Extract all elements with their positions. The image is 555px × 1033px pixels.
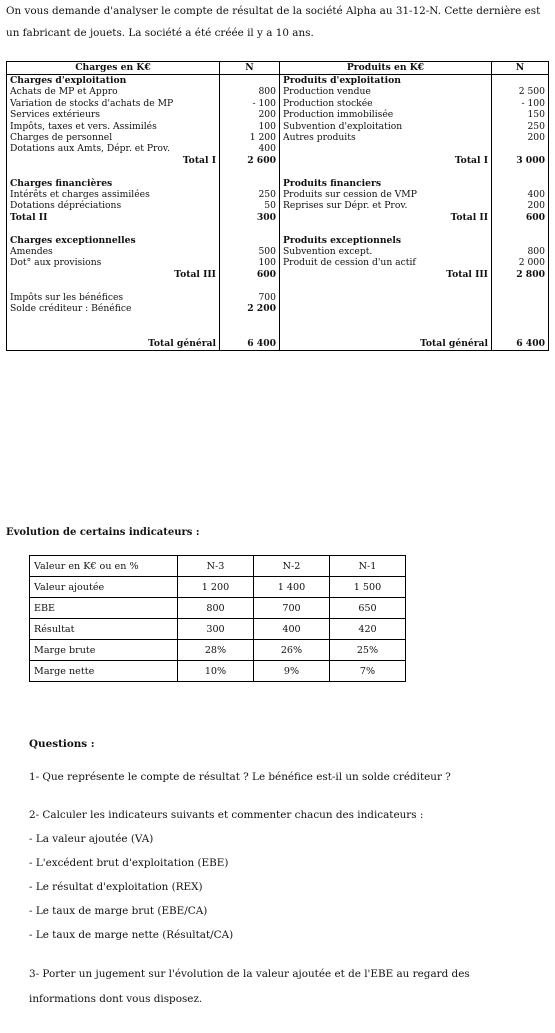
indicator-value: 300 — [178, 619, 254, 640]
indicators-row — [30, 619, 406, 640]
question-2-item: - La valeur ajoutée (VA) — [29, 833, 154, 845]
produit-value: 800 — [492, 246, 549, 257]
charge-value: 200 — [220, 109, 280, 120]
charge-label: Total général — [7, 336, 220, 351]
compte-row — [7, 212, 549, 223]
charge-value: 300 — [220, 212, 280, 223]
charge-value — [220, 75, 280, 87]
produit-label: Autres produits — [280, 132, 492, 143]
produit-value: 2 000 — [492, 257, 549, 268]
charge-label: Total III — [7, 269, 220, 280]
indicators-table — [29, 555, 406, 682]
charge-label: Solde créditeur : Bénéfice — [7, 303, 220, 314]
indicator-value: 800 — [178, 598, 254, 619]
produit-value: 6 400 — [492, 336, 549, 351]
charge-value — [220, 223, 280, 234]
charge-label: Charges financières — [7, 178, 220, 189]
compte-row — [7, 246, 549, 257]
produit-label: Produits financiers — [280, 178, 492, 189]
charge-label: Impôts, taxes et vers. Assimilés — [7, 121, 220, 132]
produit-label: Produit de cession d'un actif — [280, 257, 492, 268]
produit-label — [280, 223, 492, 234]
charge-label: Services extérieurs — [7, 109, 220, 120]
charge-value: 100 — [220, 257, 280, 268]
charge-value: 500 — [220, 246, 280, 257]
charge-label — [7, 280, 220, 291]
header-produits-n: N — [492, 62, 549, 75]
compte-row — [7, 223, 549, 234]
compte-row — [7, 292, 549, 303]
intro-paragraph: On vous demande d'analyser le compte de résultat de la société Alpha au 31-12-N. Cette dernière est un fabricant de jouets. La société a été créée il y a 10 ans. — [6, 5, 541, 39]
header-produits: Produits en K€ — [280, 62, 492, 75]
produit-value: - 100 — [492, 98, 549, 109]
charge-value: 400 — [220, 143, 280, 154]
indicators-row — [30, 598, 406, 619]
question-2-item: - Le taux de marge nette (Résultat/CA) — [29, 929, 234, 941]
charge-value: 800 — [220, 86, 280, 97]
produit-label: Subvention except. — [280, 246, 492, 257]
compte-header-row — [7, 62, 549, 75]
charge-label: Dot° aux provisions — [7, 257, 220, 268]
charge-value: 600 — [220, 269, 280, 280]
produit-value: 250 — [492, 121, 549, 132]
compte-row — [7, 109, 549, 120]
compte-row — [7, 189, 549, 200]
produit-label — [280, 166, 492, 177]
compte-row — [7, 132, 549, 143]
question-2-item: - Le taux de marge brut (EBE/CA) — [29, 905, 208, 917]
charge-label: Amendes — [7, 246, 220, 257]
charge-value — [220, 314, 280, 336]
indicator-value: 400 — [254, 619, 330, 640]
charge-label — [7, 314, 220, 336]
compte-row — [7, 314, 549, 336]
compte-row — [7, 269, 549, 280]
charge-value: 250 — [220, 189, 280, 200]
charge-value — [220, 166, 280, 177]
charge-value: 50 — [220, 200, 280, 211]
produit-label: Produits sur cession de VMP — [280, 189, 492, 200]
question-2-item: - L'excédent brut d'exploitation (EBE) — [29, 857, 229, 869]
produit-value: 150 — [492, 109, 549, 120]
compte-row — [7, 75, 549, 87]
charge-value: 700 — [220, 292, 280, 303]
compte-row — [7, 86, 549, 97]
charge-value: 2 600 — [220, 155, 280, 166]
charge-label: Total I — [7, 155, 220, 166]
produit-label: Total III — [280, 269, 492, 280]
indicator-value: 26% — [254, 640, 330, 661]
produit-value: 600 — [492, 212, 549, 223]
produit-label: Subvention d'exploitation — [280, 121, 492, 132]
compte-row — [7, 166, 549, 177]
compte-row — [7, 200, 549, 211]
charge-label: Charges de personnel — [7, 132, 220, 143]
produit-value — [492, 303, 549, 314]
question-3-line-1: 3- Porter un jugement sur l'évolution de la valeur ajoutée et de l'EBE au regard des — [29, 968, 470, 980]
compte-row — [7, 155, 549, 166]
compte-row — [7, 303, 549, 314]
indicator-value: 28% — [178, 640, 254, 661]
questions-title: Questions : — [29, 738, 95, 750]
produit-value — [492, 75, 549, 87]
indicator-value: 700 — [254, 598, 330, 619]
indicators-row — [30, 640, 406, 661]
produit-label: Production immobilisée — [280, 109, 492, 120]
indicator-value: 7% — [330, 661, 406, 682]
charge-value: 100 — [220, 121, 280, 132]
question-2-item: - Le résultat d'exploitation (REX) — [29, 881, 203, 893]
question-2: 2- Calculer les indicateurs suivants et commenter chacun des indicateurs : — [29, 809, 424, 821]
produit-value: 400 — [492, 189, 549, 200]
produit-value — [492, 223, 549, 234]
charge-label: Impôts sur les bénéfices — [7, 292, 220, 303]
charge-label — [7, 223, 220, 234]
produit-label: Produits d'exploitation — [280, 75, 492, 87]
charge-label: Dotations dépréciations — [7, 200, 220, 211]
charge-value — [220, 235, 280, 246]
question-3-line-2: informations dont vous disposez. — [29, 993, 203, 1005]
charge-label: Intérêts et charges assimilées — [7, 189, 220, 200]
charge-label: Charges exceptionnelles — [7, 235, 220, 246]
indicators-row — [30, 661, 406, 682]
indicator-label: Résultat — [30, 619, 178, 640]
compte-row — [7, 98, 549, 109]
charge-label: Achats de MP et Appro — [7, 86, 220, 97]
produit-value — [492, 143, 549, 154]
charge-label: Dotations aux Amts, Dépr. et Prov. — [7, 143, 220, 154]
produit-label — [280, 280, 492, 291]
produit-label — [280, 143, 492, 154]
indicator-value: 9% — [254, 661, 330, 682]
produit-label: Total II — [280, 212, 492, 223]
produit-value: 2 500 — [492, 86, 549, 97]
indicator-label: Valeur en K€ ou en % — [30, 556, 178, 577]
compte-row — [7, 121, 549, 132]
produit-value — [492, 178, 549, 189]
produit-label: Reprises sur Dépr. et Prov. — [280, 200, 492, 211]
produit-value: 200 — [492, 200, 549, 211]
compte-row — [7, 178, 549, 189]
header-charges-n: N — [220, 62, 280, 75]
produit-value: 3 000 — [492, 155, 549, 166]
charge-value — [220, 280, 280, 291]
charge-value: 2 200 — [220, 303, 280, 314]
produit-value — [492, 292, 549, 303]
produit-value — [492, 314, 549, 336]
produit-value — [492, 166, 549, 177]
produit-label — [280, 314, 492, 336]
charge-label — [7, 166, 220, 177]
produit-value — [492, 235, 549, 246]
indicator-value: N-2 — [254, 556, 330, 577]
header-charges: Charges en K€ — [7, 62, 220, 75]
compte-row — [7, 280, 549, 291]
produit-label: Total général — [280, 336, 492, 351]
evolution-title: Evolution de certains indicateurs : — [6, 527, 200, 538]
produit-label: Production stockée — [280, 98, 492, 109]
produit-label — [280, 292, 492, 303]
charge-value: - 100 — [220, 98, 280, 109]
indicator-value: 420 — [330, 619, 406, 640]
produit-label: Produits exceptionnels — [280, 235, 492, 246]
indicator-value: 650 — [330, 598, 406, 619]
charge-label: Variation de stocks d'achats de MP — [7, 98, 220, 109]
indicator-value: N-1 — [330, 556, 406, 577]
compte-row — [7, 235, 549, 246]
indicator-value: 10% — [178, 661, 254, 682]
produit-label — [280, 303, 492, 314]
charge-value — [220, 178, 280, 189]
indicators-header-row — [30, 556, 406, 577]
produit-label: Total I — [280, 155, 492, 166]
indicator-label: Valeur ajoutée — [30, 577, 178, 598]
produit-value: 2 800 — [492, 269, 549, 280]
charge-value: 1 200 — [220, 132, 280, 143]
indicator-value: 1 200 — [178, 577, 254, 598]
charge-label: Total II — [7, 212, 220, 223]
charge-value: 6 400 — [220, 336, 280, 351]
indicator-value: 1 500 — [330, 577, 406, 598]
compte-row — [7, 143, 549, 154]
compte-row — [7, 257, 549, 268]
produit-value — [492, 280, 549, 291]
indicator-value: N-3 — [178, 556, 254, 577]
indicator-label: EBE — [30, 598, 178, 619]
produit-label: Production vendue — [280, 86, 492, 97]
indicators-row — [30, 577, 406, 598]
charge-label: Charges d'exploitation — [7, 75, 220, 87]
compte-de-resultat-table — [6, 61, 549, 351]
indicator-value: 1 400 — [254, 577, 330, 598]
produit-value: 200 — [492, 132, 549, 143]
compte-row — [7, 336, 549, 351]
indicator-label: Marge nette — [30, 661, 178, 682]
indicator-label: Marge brute — [30, 640, 178, 661]
question-1: 1- Que représente le compte de résultat ? Le bénéfice est-il un solde créditeur ? — [29, 771, 451, 783]
indicator-value: 25% — [330, 640, 406, 661]
